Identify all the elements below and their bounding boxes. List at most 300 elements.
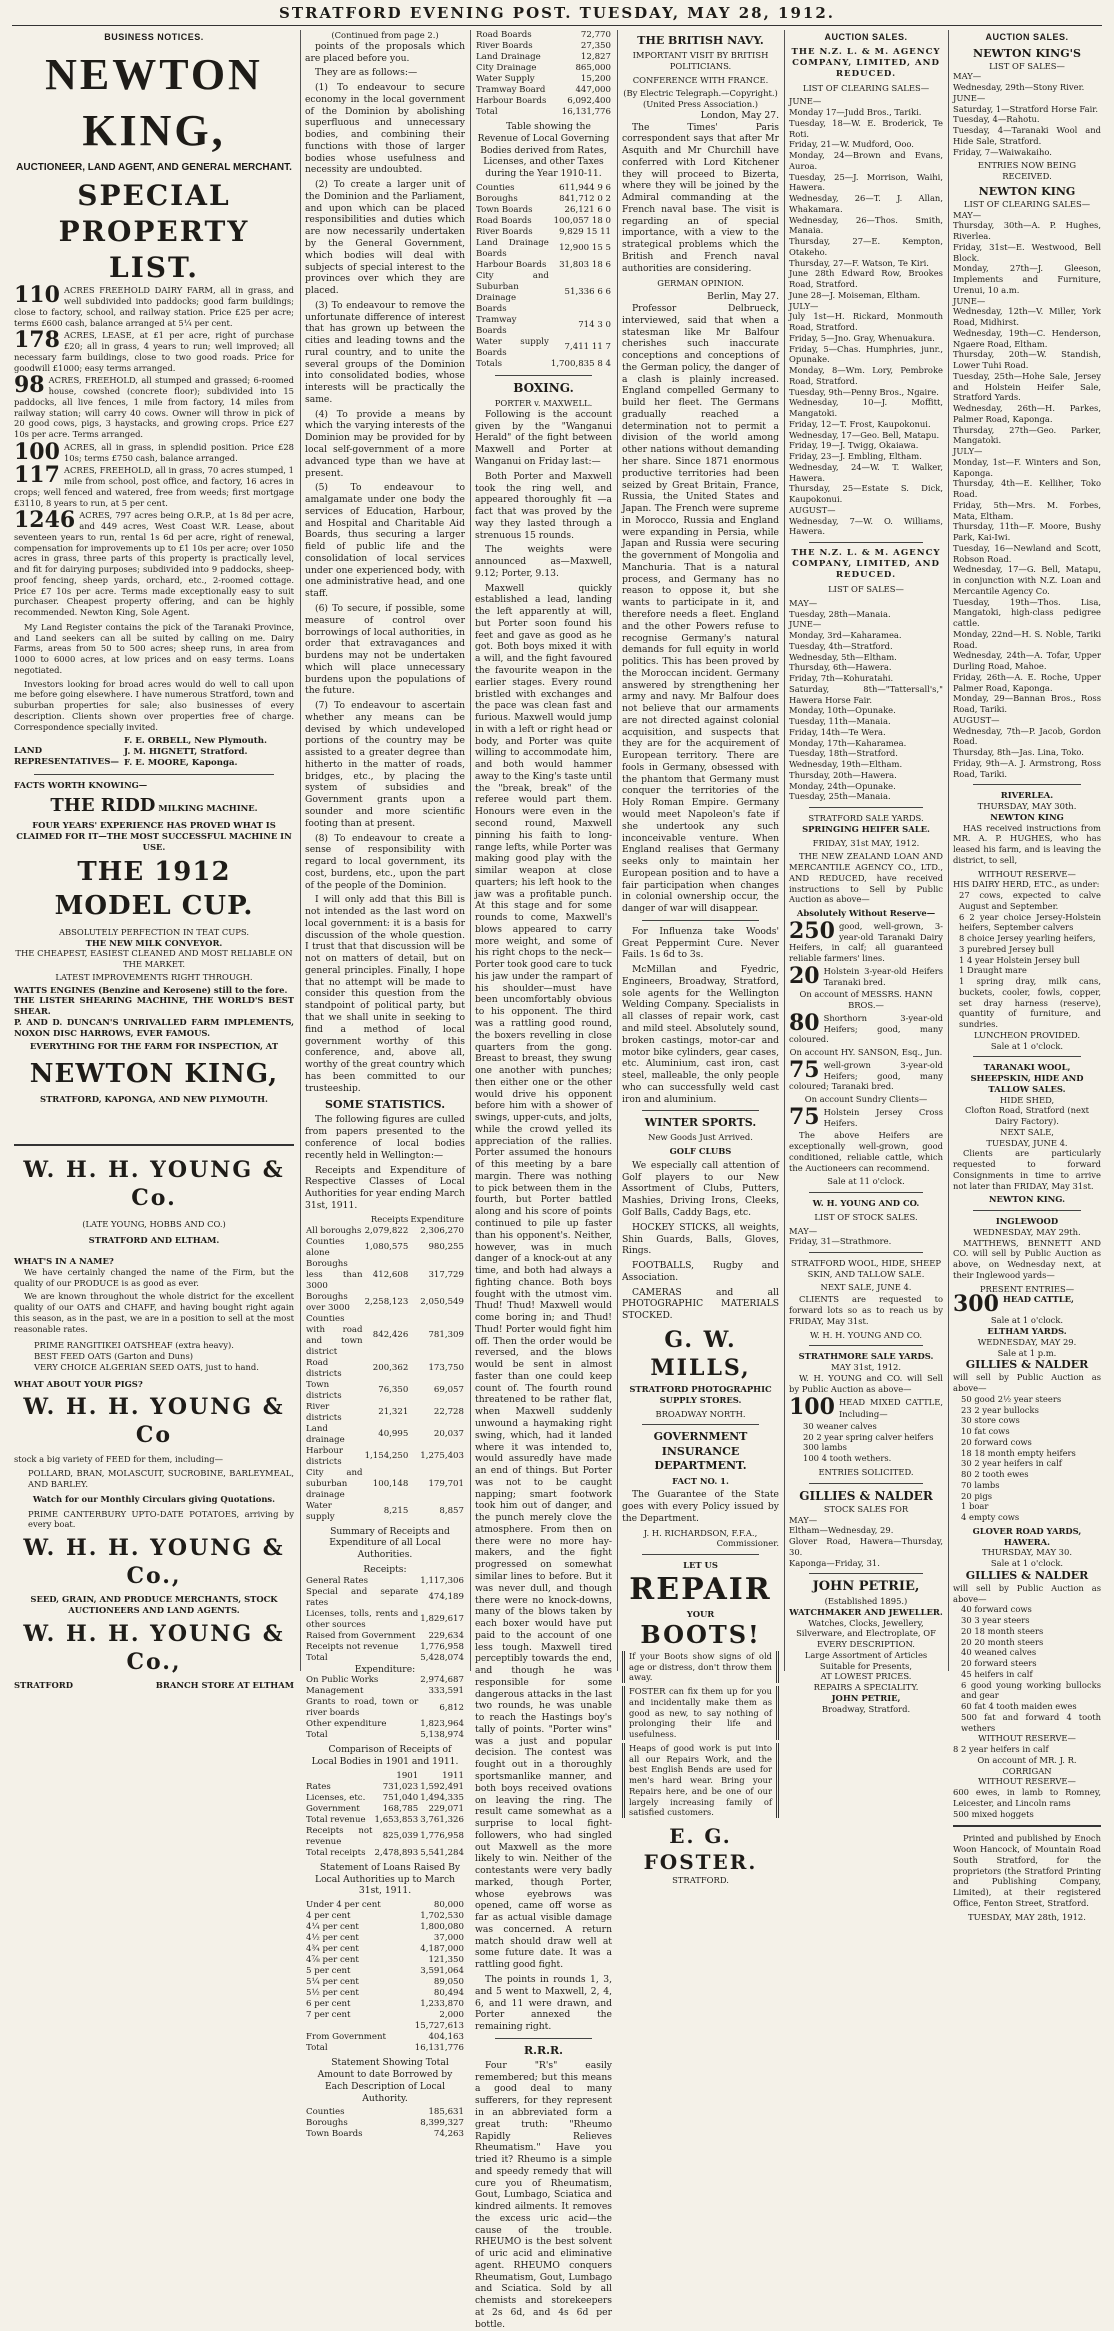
nk1-heading: NEWTON KING'S	[973, 46, 1081, 60]
changed-text: We have certainly changed the name of the Firm, but the quality of our PRODUCE is as good as ever.	[14, 1266, 294, 1288]
borrowed-table	[305, 2107, 465, 2140]
column-rule	[300, 30, 301, 1671]
loans-head: Statement of Loans Raised By Local Authorities up to March 31st, 1911.	[314, 1861, 461, 1897]
inglewood: INGLEWOOD	[995, 1216, 1059, 1227]
boots-heading: BOOTS!	[640, 1620, 761, 1650]
property-item	[14, 282, 294, 328]
table-cell: 72,770	[580, 30, 611, 40]
mills-sub: STRATFORD PHOTOGRAPHIC SUPPLY STORES.	[629, 1384, 772, 1405]
navy-title: THE BRITISH NAVY.	[637, 34, 764, 47]
golf-clubs: GOLF CLUBS	[669, 1146, 732, 1157]
land-register: My Land Register contains the pick of the Taranaki Province, and Land seekers can all be suited by calling on me. Dairy Farms, areas from 50 to 500 acres; sheep runs, in area from 1000 to 6000 acres, at low prices and on easy terms. Loans negotiated.	[14, 621, 294, 675]
sale-item: Wednesday, 7th—P. Jacob, Gordon Road.	[953, 725, 1101, 747]
table-cell: 40,995	[378, 1429, 409, 1440]
ridd-heading	[14, 794, 294, 817]
petrie-est: (Established 1895.)	[824, 1596, 908, 1607]
table-cell: 7 per cent	[306, 2010, 351, 2021]
latest: LATEST IMPROVEMENTS RIGHT THROUGH.	[55, 971, 253, 982]
sale-item: Thursday, 8th—Jas. Lina, Toko.	[953, 747, 1084, 758]
table-cell: 6 per cent	[306, 1999, 351, 2010]
nk4-heading: NEWTON KING.	[988, 1194, 1066, 1205]
table-cell: Licenses, etc.	[306, 1792, 366, 1803]
lot-number: 250	[789, 917, 835, 944]
sale-item: Wednesday, 7—W. O. Williams, Hawera.	[789, 515, 943, 537]
representative: J. M. HIGNETT, Stratford.	[124, 747, 248, 758]
navy-sub2: CONFERENCE WITH FRANCE.	[632, 74, 769, 85]
sale-item: Tuesday, 25th—Manaia.	[789, 791, 891, 802]
potatoes-text: PRIME CANTERBURY UPTO-DATE POTATOES, arriving by every boat.	[28, 1508, 294, 1530]
clofton: Clofton Road, Stratford (next Dairy Factory).	[964, 1105, 1090, 1127]
without-2: WITHOUT RESERVE—	[978, 1733, 1076, 1744]
table-cell: 317,729	[428, 1269, 464, 1280]
table-cell: 412,608	[372, 1269, 409, 1280]
table-row	[305, 2118, 465, 2129]
sale-item: Wednesday, 17—G. Bell, Matapu, in conjunction with N.Z. Loan and Mercantile Agency Co.	[953, 564, 1101, 596]
receipts-label: Receipts:	[363, 1563, 407, 1575]
foster-heading: E. G. FOSTER.	[643, 1824, 758, 1874]
table-cell: 89,050	[433, 1977, 464, 1988]
stock-for: STOCK SALES FOR	[823, 1503, 909, 1514]
borrowed-head: Statement Showing Total Amount to date Borrowed by Each Description of Local Authority.	[317, 2057, 453, 2104]
ingle-date: WEDNESDAY, MAY 29th.	[973, 1226, 1081, 1237]
eltham-date: WEDNESDAY, MAY 29.	[977, 1336, 1077, 1347]
property-item	[14, 507, 294, 618]
table-row	[305, 1587, 465, 1609]
lot-text: good, well-grown, 3-year-old Taranaki Dairy Heifers, in calf; all guaranteed reliable farmers' lines.	[789, 920, 943, 964]
boxing-paragraphs	[475, 409, 612, 2033]
column-business-notices	[14, 30, 294, 1691]
table-cell: Town Boards	[476, 204, 533, 215]
property-item	[14, 438, 294, 465]
june2-list	[789, 630, 943, 802]
column-rule	[784, 30, 785, 1671]
table-cell: 865,000	[575, 63, 611, 73]
eltham-yards: ELTHAM YARDS.	[987, 1326, 1067, 1337]
table-cell: Raised from Government	[306, 1630, 416, 1641]
petrie-repairs: REPAIRS A SPECIALITY.	[813, 1682, 919, 1693]
table-cell: 3,761,326	[420, 1814, 464, 1825]
table-cell: Water supply Boards	[476, 336, 549, 358]
table-cell: Counties	[476, 182, 515, 193]
sale-item: Friday, 5—Jno. Gray, Whenuakura.	[789, 332, 935, 343]
receipts-head: Receipts and Expenditure of Respective Classes of Local Authorities for year ending March 31st, 1911.	[305, 1164, 465, 1211]
sale-item: Tuesday, 18th—Stratford.	[789, 748, 898, 759]
table-row	[305, 1237, 465, 1259]
stock-item: 10 fat cows	[961, 1426, 1010, 1437]
table-cell: 51,336 6 6	[564, 287, 611, 298]
table-cell: Boroughs	[476, 193, 518, 204]
table-cell: 980,255	[428, 1242, 464, 1253]
winter-sub: New Goods Just Arrived.	[648, 1132, 753, 1143]
sale-item: Monday, 29—Bannan Bros., Ross Road, Tariki.	[953, 693, 1101, 715]
stock-item: 50 good 2½ year steers	[961, 1393, 1062, 1404]
table-row	[305, 1402, 465, 1424]
property-acres: 98	[14, 372, 45, 399]
table-header-cell: 1901	[396, 1770, 419, 1781]
stock-item: 80 2 tooth ewes	[961, 1469, 1029, 1480]
statistics-title: SOME STATISTICS.	[324, 1098, 446, 1112]
june-list	[953, 104, 1101, 158]
heifer-lot	[789, 1103, 943, 1130]
table-cell: 611,944 9 6	[559, 182, 611, 193]
table-row	[305, 1468, 465, 1501]
petrie-heading: JOHN PETRIE,	[812, 1579, 920, 1595]
representative: F. E. MOORE, Kaponga.	[124, 758, 238, 769]
reps-label: LAND REPRESENTATIVES—	[14, 746, 120, 768]
table-row	[305, 1804, 465, 1815]
table-cell: 841,712 0 2	[559, 193, 611, 204]
sale-item: Thursday, 30th—A. P. Hughes, Riverlea.	[953, 220, 1101, 242]
rrr-title: R.R.R.	[524, 2043, 563, 2057]
table-row	[475, 260, 612, 271]
fact-text: The Guarantee of the State goes with every Policy issued by the Department.	[622, 1489, 779, 1524]
ewes-list	[953, 1787, 1101, 1819]
clients-text: CLIENTS are requested to forward lots so as to reach us by FRIDAY, May 31st.	[789, 1294, 943, 1326]
table-cell: 5,138,974	[420, 1730, 464, 1741]
sale-item: Monday, 1st—F. Winters and Son, Kaponga.	[953, 456, 1101, 478]
feed-text: stock a big variety of FEED for them, including—	[14, 1453, 223, 1464]
table-cell: 1,080,575	[364, 1242, 409, 1253]
stock-item: 4 empty cows	[961, 1512, 1020, 1523]
table-cell: 74,263	[433, 2129, 464, 2140]
table-row	[305, 1966, 465, 1977]
pollard-text: POLLARD, BRAN, MOLASCUIT, SUCROBINE, BARLEYMEAL, AND BARLEY.	[28, 1468, 294, 1490]
navy-sub1: IMPORTANT VISIT BY BRITISH POLITICIANS.	[632, 50, 769, 71]
table-row	[305, 2129, 465, 2140]
newton-king-footer: NEWTON KING,	[29, 1059, 279, 1090]
paragraph: (7) To endeavour to ascertain whether any means can be devised by which undeveloped portions of the country may be assisted to a greater degree than hitherto in the matter of roads, bridges, etc., by placing the system of subsidies and Government grants upon a sounder and more scientific footing than at present.	[305, 700, 465, 829]
section-heading: BUSINESS NOTICES.	[104, 32, 204, 42]
table-header-cell: Receipts	[370, 1214, 409, 1225]
table-cell: 80,494	[433, 1988, 464, 1999]
petrie-name: JOHN PETRIE,	[831, 1692, 901, 1703]
table-cell: 168,785	[382, 1803, 419, 1814]
sale-item: Thursday, 27—F. Watson, Te Kiri.	[789, 257, 929, 268]
hughes-text: HAS received instructions from MR. A. P. HUGHES, who has leased his farm, and is leaving the district, to sell,	[953, 822, 1101, 865]
cattle-item: 300 lambs	[803, 1442, 847, 1453]
table-cell: 4,187,000	[420, 1944, 464, 1955]
heifer-lot	[789, 917, 943, 964]
table-cell: Tramway Board	[476, 85, 546, 95]
table-row	[305, 1955, 465, 1966]
heifers-8: 8 2 year heifers in calf	[953, 1744, 1049, 1755]
cattle-item: 20 2 year spring calver heifers	[803, 1431, 934, 1442]
gillies2-heading: GILLIES & NALDER	[965, 1568, 1089, 1582]
table-cell: 731,023	[382, 1781, 419, 1792]
august-list	[953, 726, 1101, 780]
duncan: P. AND D. DUNCAN'S UNRIVALLED FARM IMPLEMENTS, NOXON DISC HARROWS, EVER FAMOUS.	[14, 1016, 294, 1038]
navy-credit: (By Electric Telegraph.—Copyright.) (United Press Association.)	[623, 88, 778, 110]
table-cell	[305, 2021, 403, 2032]
table-row	[305, 1730, 465, 1741]
entries: ENTRIES SOLICITED.	[818, 1466, 914, 1477]
lot-text: well-grown 3-year-old Heifers; good, many coloured; Taranaki bred.	[789, 1059, 943, 1092]
sale-item: Thursday, 25—Estate S. Dick, Kaupokonui.	[789, 483, 943, 505]
branch-left: STRATFORD	[14, 1680, 73, 1691]
property-item	[14, 327, 294, 373]
golf-text: We especially call attention of Golf players to our New Assortment of Clubs, Putters, Mashies, Driving Irons, Cleeks, Golf Balls, Caddy Bags, etc.	[622, 1159, 779, 1218]
sale-item: Wednesday, 19th—Eltham.	[789, 759, 903, 770]
table-cell: Total	[476, 107, 498, 117]
property-acres: 178	[14, 327, 60, 354]
table-header-cell: 1911	[442, 1770, 464, 1781]
sale-item: Friday, 23—J. Embling, Eltham.	[789, 451, 922, 462]
table-row	[305, 1793, 465, 1804]
property-text: ACRES, LEASE, at £1 per acre, right of purchase £20; all in grass, 4 years to run; well improved; all necessary farm buildings, close to two good roads. Price for goodwill £1000; easy terms arranged.	[14, 330, 294, 373]
paragraph: points of the proposals which are placed before you.	[305, 40, 465, 64]
table-cell: 173,750	[428, 1363, 464, 1374]
comp-head: Comparison of Receipts of Local Bodies in 1901 and 1911.	[311, 1744, 459, 1768]
repair-heading: REPAIR	[629, 1571, 772, 1607]
table-cell: All boroughs	[306, 1225, 362, 1236]
table-row	[305, 1933, 465, 1944]
sale-item: Thursday, 6th—Hawera.	[789, 662, 892, 673]
table-cell: 5,428,074	[420, 1652, 464, 1663]
table-row	[475, 183, 612, 194]
newton-king-heading: NEWTON KING,	[45, 49, 263, 155]
table-cell: 5½ per cent	[306, 1988, 359, 1999]
table-row	[305, 2010, 465, 2021]
table-row	[475, 30, 612, 41]
sale-item: June 28th Edward Row, Brookes Road, Stratford.	[789, 268, 943, 290]
table-cell: 2,974,687	[420, 1675, 464, 1686]
watch-text: Watch for our Monthly Circulars giving Quotations.	[32, 1493, 276, 1504]
stock-item: 6 good young working bullocks and gear	[961, 1679, 1101, 1701]
young-heading: W. H. H. YOUNG & Co.	[23, 1157, 285, 1212]
receipts-table	[305, 1215, 465, 1523]
table-row	[305, 1380, 465, 1402]
table-cell: Licenses, tolls, rents and other sources	[306, 1608, 419, 1630]
boots-list	[622, 1651, 779, 1818]
summary-head: Summary of Receipts and Expenditure of all Local Authorities.	[329, 1525, 450, 1561]
table-row	[305, 1576, 465, 1587]
riverlea: RIVERLEA.	[1000, 790, 1054, 801]
table-cell: 1,702,530	[420, 1911, 464, 1922]
ridd-title: THE RIDD	[50, 795, 156, 817]
sale-item: Friday, 31st—E. Westwood, Bell Block.	[953, 241, 1101, 263]
nk2-heading: NEWTON KING	[978, 184, 1076, 198]
table-row	[475, 337, 612, 359]
sale-item: Friday, 19—J. Twigg, Okaiawa.	[789, 440, 919, 451]
loans-table	[305, 1900, 465, 2054]
sale-item: Eltham—Wednesday, 29.	[789, 1525, 894, 1536]
table-cell: 447,000	[575, 85, 611, 95]
table-row	[305, 1826, 465, 1848]
table-cell: 1,800,080	[420, 1922, 464, 1933]
sale-item: Friday, 26th—A. E. Roche, Upper Palmer Road, Kaponga.	[953, 671, 1101, 693]
branch-line	[14, 1680, 294, 1691]
table-row	[475, 74, 612, 85]
table-cell: 21,321	[378, 1407, 409, 1418]
table-cell: 121,350	[428, 1955, 464, 1966]
investors-note: Investors looking for broad acres would do well to call upon me before going elsewhere. I have numerous Stratford, town and suburban properties for sale; also businesses of every description. Clients shown over properties free of charge. Correspondence specially invited.	[14, 678, 294, 732]
boxing-bout: PORTER v. MAXWELL.	[494, 398, 593, 409]
column-rule	[948, 30, 949, 1671]
boots-item: If your Boots show signs of old age or distress, don't throw them away.	[622, 1651, 779, 1683]
table-cell: 2,050,549	[420, 1297, 464, 1308]
sale-item: Monday, 27th—J. Gleeson, Implements and Furniture, Urenui, 10 a.m.	[953, 263, 1101, 295]
oats-item: VERY CHOICE ALGERIAN SEED OATS, just to hand.	[34, 1361, 259, 1372]
sale-item: Thursday, 20th—Hawera.	[789, 769, 897, 780]
table-cell: 4¼ per cent	[306, 1922, 359, 1933]
whyoung-sell: W. H. YOUNG and CO. will Sell by Public Auction as above—	[789, 1372, 943, 1394]
sale-item: Tuesday, 28th—Manaia.	[789, 608, 891, 619]
table-cell: 100,148	[372, 1478, 409, 1489]
august-label: AUGUST—	[953, 714, 1000, 725]
table-cell: 9,829 15 11	[559, 226, 611, 237]
table-row	[475, 52, 612, 63]
table-cell: On Public Works	[306, 1675, 379, 1686]
clearing-title: LIST OF CLEARING SALES—	[802, 82, 930, 93]
property-acres: 117	[14, 462, 60, 489]
gillies1-list	[961, 1394, 1101, 1523]
table-cell: Land Drainage Boards	[476, 237, 549, 259]
table-cell: Harbour districts	[306, 1445, 344, 1467]
stock-item: 20 pigs	[961, 1490, 993, 1501]
table-cell: 37,000	[433, 1933, 464, 1944]
herd-item: 1 4 year Holstein Jersey bull	[959, 954, 1080, 965]
table-cell: 825,039	[382, 1831, 419, 1842]
table-cell: 15,727,613	[414, 2021, 464, 2032]
riverlea-date: THURSDAY, MAY 30th.	[977, 801, 1077, 812]
table-row	[305, 1631, 465, 1642]
revenue-table	[475, 183, 612, 370]
table-row	[305, 1424, 465, 1446]
may-label: MAY—	[789, 597, 818, 608]
your-text: YOUR	[686, 1609, 715, 1620]
next-sale: NEXT SALE, JUNE 4.	[820, 1281, 912, 1292]
table-cell: 179,701	[428, 1478, 464, 1489]
table-cell: Total revenue	[306, 1814, 366, 1825]
cameras-text: CAMERAS and all PHOTOGRAPHIC MATERIALS STOCKED.	[622, 1286, 779, 1322]
stock-item: 30 2 year heifers in calf	[961, 1458, 1062, 1469]
herd-item: 1 Draught mare	[959, 965, 1027, 976]
property-acres: 100	[14, 438, 60, 465]
table-cell: 1,776,958	[420, 1641, 464, 1652]
sale-item: Monday, 3rd—Kaharamea.	[789, 630, 902, 641]
table-cell: Management	[306, 1686, 364, 1697]
lister: THE LISTER SHEARING MACHINE, THE WORLD'S BEST SHEAR.	[14, 995, 294, 1017]
table-cell: Town districts	[306, 1379, 342, 1401]
sale-item: Tuesday, 19th—Thos. Lisa, Mangatoki, high-class pedigree cattle.	[953, 596, 1101, 629]
cattle-item: 100 4 tooth wethers.	[803, 1453, 892, 1464]
table-cell: 1,233,870	[420, 1999, 464, 2010]
sale-item: Wednesday, 26—T. J. Allan, Whakamara.	[789, 193, 943, 214]
model-cup: THE 1912 MODEL CUP.	[54, 857, 254, 921]
herd-item: 27 cows, expected to calve August and September.	[959, 890, 1101, 911]
hide-shed: HIDE SHED,	[999, 1094, 1055, 1105]
lot-text: Holstein 3-year-old Heifers Taranaki bred.	[823, 965, 943, 987]
july-label: JULY—	[789, 300, 819, 311]
mills-heading: G. W. MILLS,	[650, 1326, 751, 1382]
table-row	[305, 1675, 465, 1686]
property-text: ACRES, FREEHOLD, all stumped and grassed; 6-roomed house, cowshed (concrete floor); subdivided into 15 paddocks, all live fences, 1 mile from factory, 14 miles from railway station; will carry 40 cows. Owner will throw in pick of 20 good cows, pigs, 3 haystacks, and growing crops. Price £27 10s per acre. Terms arranged.	[14, 375, 294, 440]
table-cell: 16,131,776	[414, 2043, 464, 2054]
sale-yards: STRATFORD SALE YARDS.	[808, 813, 924, 824]
property-item	[14, 372, 294, 440]
table-cell: Total	[306, 2043, 328, 2054]
table-cell: 751,040	[382, 1792, 419, 1803]
account-line: On account of MESSRS. HANN BROS.—	[799, 989, 933, 1011]
table-cell: Under 4 per cent	[306, 1900, 381, 1911]
table-cell: 27,350	[580, 41, 611, 51]
table-row	[475, 41, 612, 52]
boxing-title: BOXING.	[513, 380, 574, 395]
gillies-heading: GILLIES & NALDER	[799, 1488, 933, 1503]
oats-list	[34, 1340, 294, 1372]
stock-item: 20 18 month steers	[961, 1625, 1044, 1636]
account-line: On account HY. SANSON, Esq., Jun.	[789, 1047, 943, 1058]
table-cell: 2,000	[439, 2010, 464, 2021]
may-list	[953, 82, 1101, 93]
table-cell: Government	[306, 1803, 360, 1814]
table-cell: 1,117,306	[420, 1575, 464, 1586]
table-cell: 185,631	[428, 2107, 464, 2118]
sale-item: Wednesday, 24th—A. Tofar, Upper Durling Road, Mahoe.	[953, 650, 1101, 672]
table-cell: 4½ per cent	[306, 1933, 359, 1944]
table-cell: 1,494,335	[420, 1792, 464, 1803]
sale-item: Thursday, 27th—Geo. Parker, Mangatoki.	[953, 424, 1101, 446]
table-row	[305, 1719, 465, 1730]
heifer-lot	[789, 1056, 943, 1092]
paragraph: (8) To endeavour to create a sense of responsibility with regard to local government, its cost, burdens, etc., upon the part of the people of the Dominion.	[305, 832, 465, 891]
whyoung: W. H. YOUNG AND CO.	[812, 1198, 920, 1209]
rrr-text: Four "R's" easily remembered; but this means a good deal to many sufferers, for they represent in an abbreviated form a great truth: "Rheumo Rapidly Relieves Rheumatism." Have you tried it? Rheumo is a simple and speedy remedy that will cure you of Rheumatism, Gout, Lumbago, Sciatica and kindred ailments. It removes the excess uric acid—the cause of the trouble. RHEUMO is the best solvent of uric acid and eliminative agent. RHEUMO conquers Rheumatism, Gout, Lumbago and Sciatica. Sold by all chemists and storekeepers at 2s 6d, and 4s 6d per bottle.	[475, 2059, 612, 2330]
govt-dept: DEPARTMENT.	[654, 1458, 747, 1472]
stock-item: 30 3 year steers	[961, 1615, 1030, 1626]
table-cell: 12,827	[580, 52, 611, 62]
table-cell: Boroughs over 3000	[306, 1291, 350, 1313]
sale-time: Sale at 11 o'clock.	[827, 1176, 905, 1187]
table-row	[305, 1642, 465, 1653]
sale-item: Monday, 8—Wm. Lory, Pembroke Road, Stratford.	[789, 365, 943, 386]
table-header-cell	[305, 1771, 374, 1782]
table-row	[305, 2107, 465, 2118]
table-cell: Boroughs less than 3000	[306, 1258, 363, 1291]
table-cell: River districts	[306, 1401, 342, 1423]
german-text: Professor Delbrueck, interviewed, said that when a statesman like Mr Balfour cherishes such inaccurate conceptions and conceptions of the German policy, the danger of a clash is plainly increased. England compelled Germany to build her fleet. The Germans gradually reached a determination not to permit a division of the world among other nations without demanding her share. Since 1871 enormous productive territories had been seized by Great Britain, France, Russia, the United States and Japan. The French were supreme in Morocco, Russia and England were expanding in Persia, while Japan and Russia were securing the government of Mongolia and Manchuria. That is a natural process, and Germany has no reason to oppose it, but she wants to participate in it, and therefore needs a fleet. England and the other Powers refuse to recognise Germany's natural demands for full equity in world politics. This has been proved by the Moroccan incident. Germany answered by strengthening her army and navy. Mr Balfour does not believe that our armaments are not directed against colonial acquisition, and suspects that they are for the acquirement of European territory. There are fools in Germany, obsessed with the phantom that Germany must conquer the territories of the Holy Roman Empire. Germany would meet Napoleon's fate if she undertook any such inconceivable venture. When England realises that Germany seeks only to maintain her European position and to have a fair participation when changes in colonial ownership occur, the danger of war will disappear.	[622, 303, 779, 915]
whyoung-2: W. H. H. YOUNG AND CO.	[809, 1329, 923, 1340]
table-cell: 5¼ per cent	[306, 1977, 359, 1988]
table-cell: 1,653,853	[374, 1814, 419, 1825]
sale-item: Tuesday, 9th—Penny Bros., Ngaire.	[789, 386, 939, 397]
sale-item: Monday, 24—Brown and Evans, Auroa.	[789, 150, 943, 171]
without-reserve: WITHOUT RESERVE—	[978, 868, 1076, 879]
stock-item: 18 18 month empty heifers	[961, 1447, 1076, 1458]
table-cell: 2,478,893	[374, 1847, 419, 1858]
strathmore: STRATHMORE SALE YARDS.	[798, 1351, 934, 1362]
seed-text: SEED, GRAIN, AND PRODUCE MERCHANTS, STOCK AUCTIONEERS AND LAND AGENTS.	[30, 1594, 278, 1616]
may2-label: MAY—	[953, 209, 982, 220]
table-cell: River Boards	[476, 41, 533, 51]
corrigan: On account of MR. J. R. CORRIGAN	[977, 1754, 1077, 1776]
table-cell: 229,071	[428, 1803, 464, 1814]
section-heading: AUCTION SALES.	[985, 32, 1069, 42]
table-cell: 404,163	[428, 2032, 464, 2043]
july-label: JULY—	[953, 446, 983, 457]
nk3-heading: NEWTON KING	[990, 811, 1064, 822]
sale-item: Wednesday, 12th—V. Miller, York Road, Midhirst.	[953, 306, 1101, 328]
table-cell: Counties alone	[306, 1236, 345, 1258]
oats-item: PRIME RANGITIKEI OATSHEAF (extra heavy).	[34, 1340, 234, 1351]
paragraph: Both Porter and Maxwell took the ring well, and appeared thoroughly fit —a fact that was proved by the way they lasted through a strenuous 15 rounds.	[475, 470, 612, 541]
sale-item: Tuesday, 25th—Hohe Sale, Jersey and Holstein Heifer Sale, Stratford Yards.	[953, 370, 1101, 403]
heifer-lot	[789, 1009, 943, 1045]
table-cell: Tramway Boards	[476, 314, 517, 336]
cattle-item: 30 weaner calves	[803, 1420, 877, 1431]
table-cell: 6,092,400	[567, 96, 611, 106]
heifer-lots	[789, 917, 943, 1130]
